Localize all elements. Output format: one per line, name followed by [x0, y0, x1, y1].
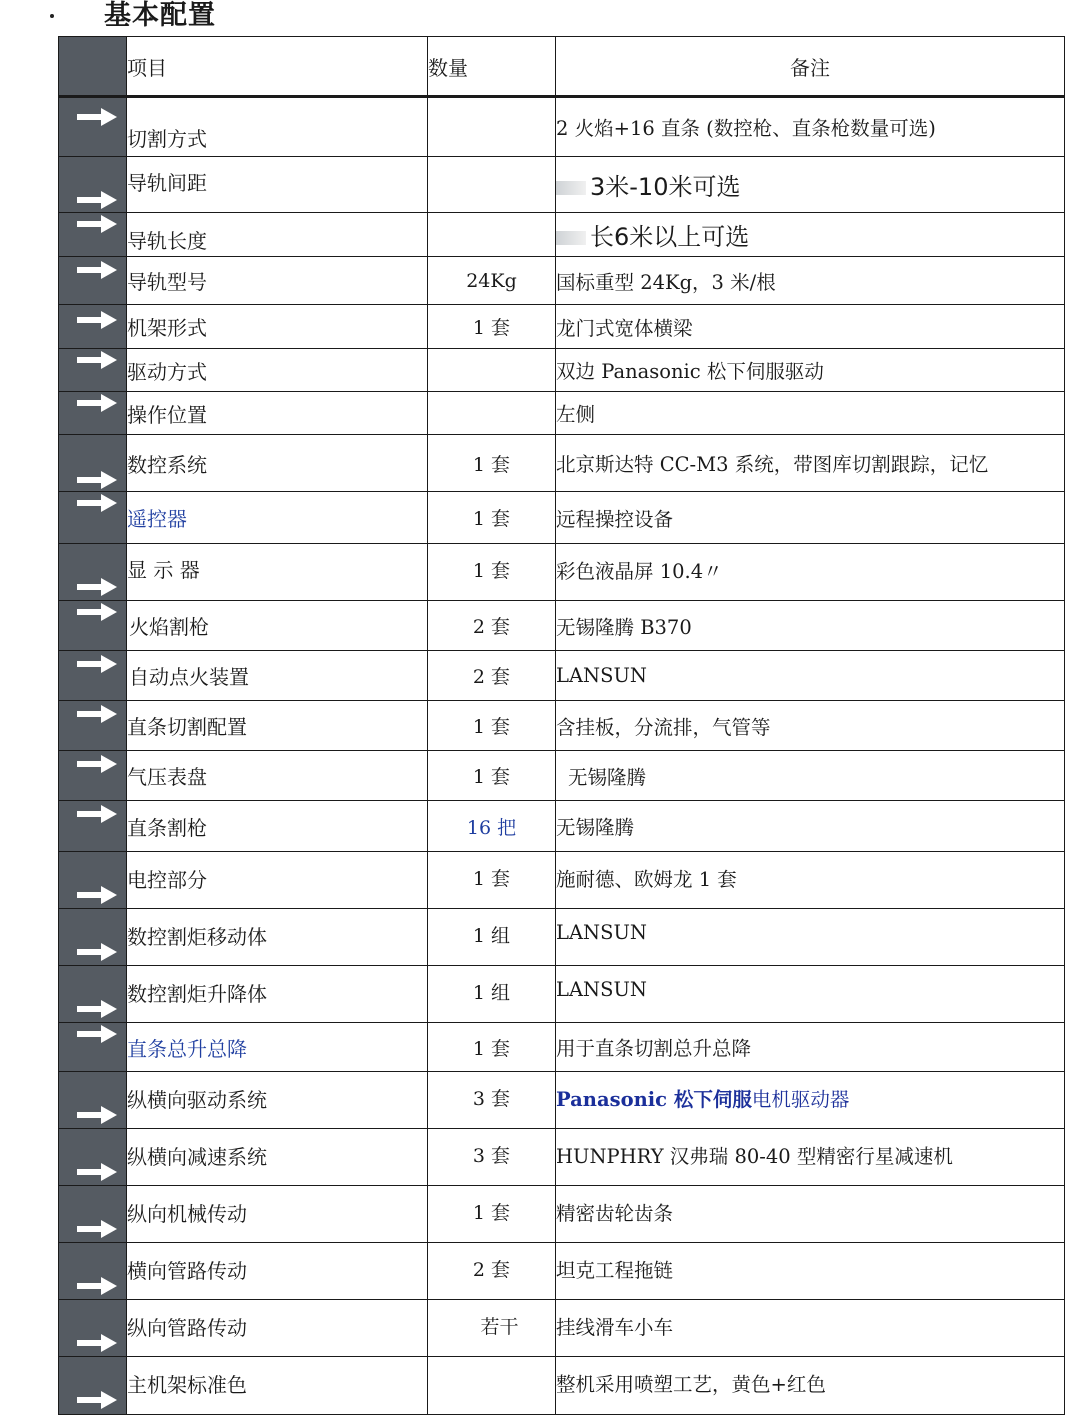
row-note: 无锡隆腾 [556, 801, 1065, 852]
table-row [59, 492, 1065, 544]
arrow-right-icon [77, 705, 117, 723]
row-note: Panasonic 松下伺服电机驱动器 [556, 1072, 1065, 1129]
row-qty: 1 套 [428, 305, 556, 349]
header-note: 备注 [556, 37, 1065, 97]
arrow-right-icon [77, 1334, 117, 1352]
row-note: 无锡隆腾 [556, 751, 1065, 801]
row-item: 气压表盘 [127, 751, 428, 801]
blurred-mark [556, 231, 586, 245]
row-qty [428, 213, 556, 257]
row-item: 导轨型号 [127, 257, 428, 305]
row-qty: 2 套 [428, 1243, 556, 1300]
table-row [59, 1023, 1065, 1072]
table-row [59, 392, 1065, 435]
table-row [59, 97, 1065, 157]
arrow-right-icon [77, 261, 117, 279]
row-note: 2 火焰+16 直条 (数控枪、直条枪数量可选) [556, 97, 1065, 157]
row-qty: 1 套 [428, 1186, 556, 1243]
row-qty: 24Kg [428, 257, 556, 305]
row-note: LANSUN [556, 651, 1065, 701]
row-note: 左侧 [556, 392, 1065, 435]
row-item: 纵向管路传动 [127, 1300, 428, 1357]
row-marker-cell [59, 651, 127, 701]
row-item: 导轨间距 [127, 157, 428, 213]
table-row [59, 544, 1065, 601]
row-note: 精密齿轮齿条 [556, 1186, 1065, 1243]
table-row [59, 751, 1065, 801]
arrow-right-icon [77, 394, 117, 412]
row-item: 横向管路传动 [127, 1243, 428, 1300]
row-marker-cell [59, 157, 127, 213]
table-row [59, 651, 1065, 701]
arrow-right-icon [77, 351, 117, 369]
row-qty: 1 套 [428, 435, 556, 492]
row-qty: 3 套 [428, 1072, 556, 1129]
row-marker-cell [59, 909, 127, 966]
row-item: 自动点火装置 [127, 651, 428, 701]
header-marker-cell [59, 37, 127, 97]
arrow-right-icon [77, 1000, 117, 1018]
arrow-right-icon [77, 471, 117, 489]
page-title: 基本配置 [104, 0, 216, 31]
row-item: 数控系统 [127, 435, 428, 492]
table-row [59, 1129, 1065, 1186]
arrow-right-icon [77, 578, 117, 596]
row-note: 用于直条切割总升总降 [556, 1023, 1065, 1072]
row-item: 导轨长度 [127, 213, 428, 257]
row-item: 电控部分 [127, 852, 428, 909]
table-row [59, 909, 1065, 966]
row-note: LANSUN [556, 966, 1065, 1023]
row-marker-cell [59, 544, 127, 601]
table-row [59, 1243, 1065, 1300]
arrow-right-icon [77, 191, 117, 209]
row-qty: 2 套 [428, 651, 556, 701]
row-qty: 若干 [428, 1300, 556, 1357]
table-row [59, 601, 1065, 651]
row-note: 含挂板，分流排，气管等 [556, 701, 1065, 751]
header-item: 项目 [127, 37, 428, 97]
table-row [59, 349, 1065, 392]
row-qty [428, 349, 556, 392]
arrow-right-icon [77, 655, 117, 673]
row-item: 纵向机械传动 [127, 1186, 428, 1243]
row-note: 龙门式宽体横梁 [556, 305, 1065, 349]
row-note: 双边 Panasonic 松下伺服驱动 [556, 349, 1065, 392]
row-qty [428, 97, 556, 157]
row-item: 数控割炬升降体 [127, 966, 428, 1023]
row-note: 无锡隆腾 B370 [556, 601, 1065, 651]
table-row [59, 157, 1065, 213]
row-marker-cell [59, 701, 127, 751]
row-note: 3米-10米可选 [556, 157, 1065, 213]
row-qty: 1 套 [428, 701, 556, 751]
table-header-row [59, 37, 1065, 97]
row-item: 数控割炬移动体 [127, 909, 428, 966]
row-item: 显 示 器 [127, 544, 428, 601]
row-qty: 1 套 [428, 751, 556, 801]
row-item: 主机架标准色 [127, 1357, 428, 1415]
row-qty: 1 套 [428, 544, 556, 601]
row-item: 纵横向驱动系统 [127, 1072, 428, 1129]
row-marker-cell [59, 1129, 127, 1186]
table-row [59, 1186, 1065, 1243]
row-marker-cell [59, 213, 127, 257]
row-item: 直条总升总降 [127, 1023, 428, 1072]
row-marker-cell [59, 1357, 127, 1415]
arrow-right-icon [77, 755, 117, 773]
row-qty: 2 套 [428, 601, 556, 651]
row-marker-cell [59, 852, 127, 909]
row-qty [428, 1357, 556, 1415]
row-note: 国标重型 24Kg，3 米/根 [556, 257, 1065, 305]
row-marker-cell [59, 305, 127, 349]
table-row [59, 1072, 1065, 1129]
header-qty: 数量 [428, 37, 556, 97]
arrow-right-icon [77, 311, 117, 329]
row-marker-cell [59, 1300, 127, 1357]
row-item: 火焰割枪 [127, 601, 428, 651]
arrow-right-icon [77, 886, 117, 904]
row-note: 长6米以上可选 [556, 213, 1065, 257]
row-marker-cell [59, 801, 127, 852]
row-marker-cell [59, 751, 127, 801]
row-qty: 1 套 [428, 1023, 556, 1072]
row-item: 切割方式 [127, 97, 428, 157]
arrow-right-icon [77, 805, 117, 823]
table-row [59, 966, 1065, 1023]
row-item: 直条割枪 [127, 801, 428, 852]
row-marker-cell [59, 1023, 127, 1072]
row-item: 纵横向减速系统 [127, 1129, 428, 1186]
row-note: 彩色液晶屏 10.4〃 [556, 544, 1065, 601]
row-note: LANSUN [556, 909, 1065, 966]
arrow-right-icon [77, 1277, 117, 1295]
row-note: 北京斯达特 CC-M3 系统，带图库切割跟踪，记忆 [556, 435, 1065, 492]
row-marker-cell [59, 492, 127, 544]
row-qty [428, 392, 556, 435]
row-marker-cell [59, 349, 127, 392]
arrow-right-icon [77, 943, 117, 961]
table-row [59, 701, 1065, 751]
row-qty: 1 套 [428, 492, 556, 544]
row-note: 挂线滑车小车 [556, 1300, 1065, 1357]
blurred-mark [556, 181, 586, 195]
row-marker-cell [59, 966, 127, 1023]
row-note: 远程操控设备 [556, 492, 1065, 544]
arrow-right-icon [77, 1106, 117, 1124]
row-marker-cell [59, 601, 127, 651]
table-row [59, 801, 1065, 852]
row-item: 驱动方式 [127, 349, 428, 392]
table-row [59, 852, 1065, 909]
arrow-right-icon [77, 1025, 117, 1043]
row-item: 操作位置 [127, 392, 428, 435]
table-row [59, 305, 1065, 349]
config-table [58, 36, 1065, 1415]
row-marker-cell [59, 97, 127, 157]
bullet-dot [50, 14, 54, 18]
table-row [59, 435, 1065, 492]
arrow-right-icon [77, 603, 117, 621]
row-qty [428, 157, 556, 213]
row-item: 机架形式 [127, 305, 428, 349]
row-marker-cell [59, 392, 127, 435]
table-row [59, 257, 1065, 305]
row-note: 整机采用喷塑工艺，黄色+红色 [556, 1357, 1065, 1415]
row-marker-cell [59, 1243, 127, 1300]
row-note: 坦克工程拖链 [556, 1243, 1065, 1300]
arrow-right-icon [77, 1220, 117, 1238]
row-qty: 1 套 [428, 852, 556, 909]
row-item: 遥控器 [127, 492, 428, 544]
row-marker-cell [59, 257, 127, 305]
table-row [59, 1357, 1065, 1415]
arrow-right-icon [77, 215, 117, 233]
arrow-right-icon [77, 494, 117, 512]
arrow-right-icon [77, 108, 117, 126]
row-qty: 16 把 [428, 801, 556, 852]
table-row [59, 1300, 1065, 1357]
row-note: 施耐德、欧姆龙 1 套 [556, 852, 1065, 909]
row-qty: 1 组 [428, 966, 556, 1023]
row-marker-cell [59, 435, 127, 492]
arrow-right-icon [77, 1391, 117, 1409]
row-qty: 3 套 [428, 1129, 556, 1186]
row-marker-cell [59, 1186, 127, 1243]
row-note: HUNPHRY 汉弗瑞 80-40 型精密行星减速机 [556, 1129, 1065, 1186]
table-row [59, 213, 1065, 257]
row-item: 直条切割配置 [127, 701, 428, 751]
row-marker-cell [59, 1072, 127, 1129]
arrow-right-icon [77, 1163, 117, 1181]
row-qty: 1 组 [428, 909, 556, 966]
